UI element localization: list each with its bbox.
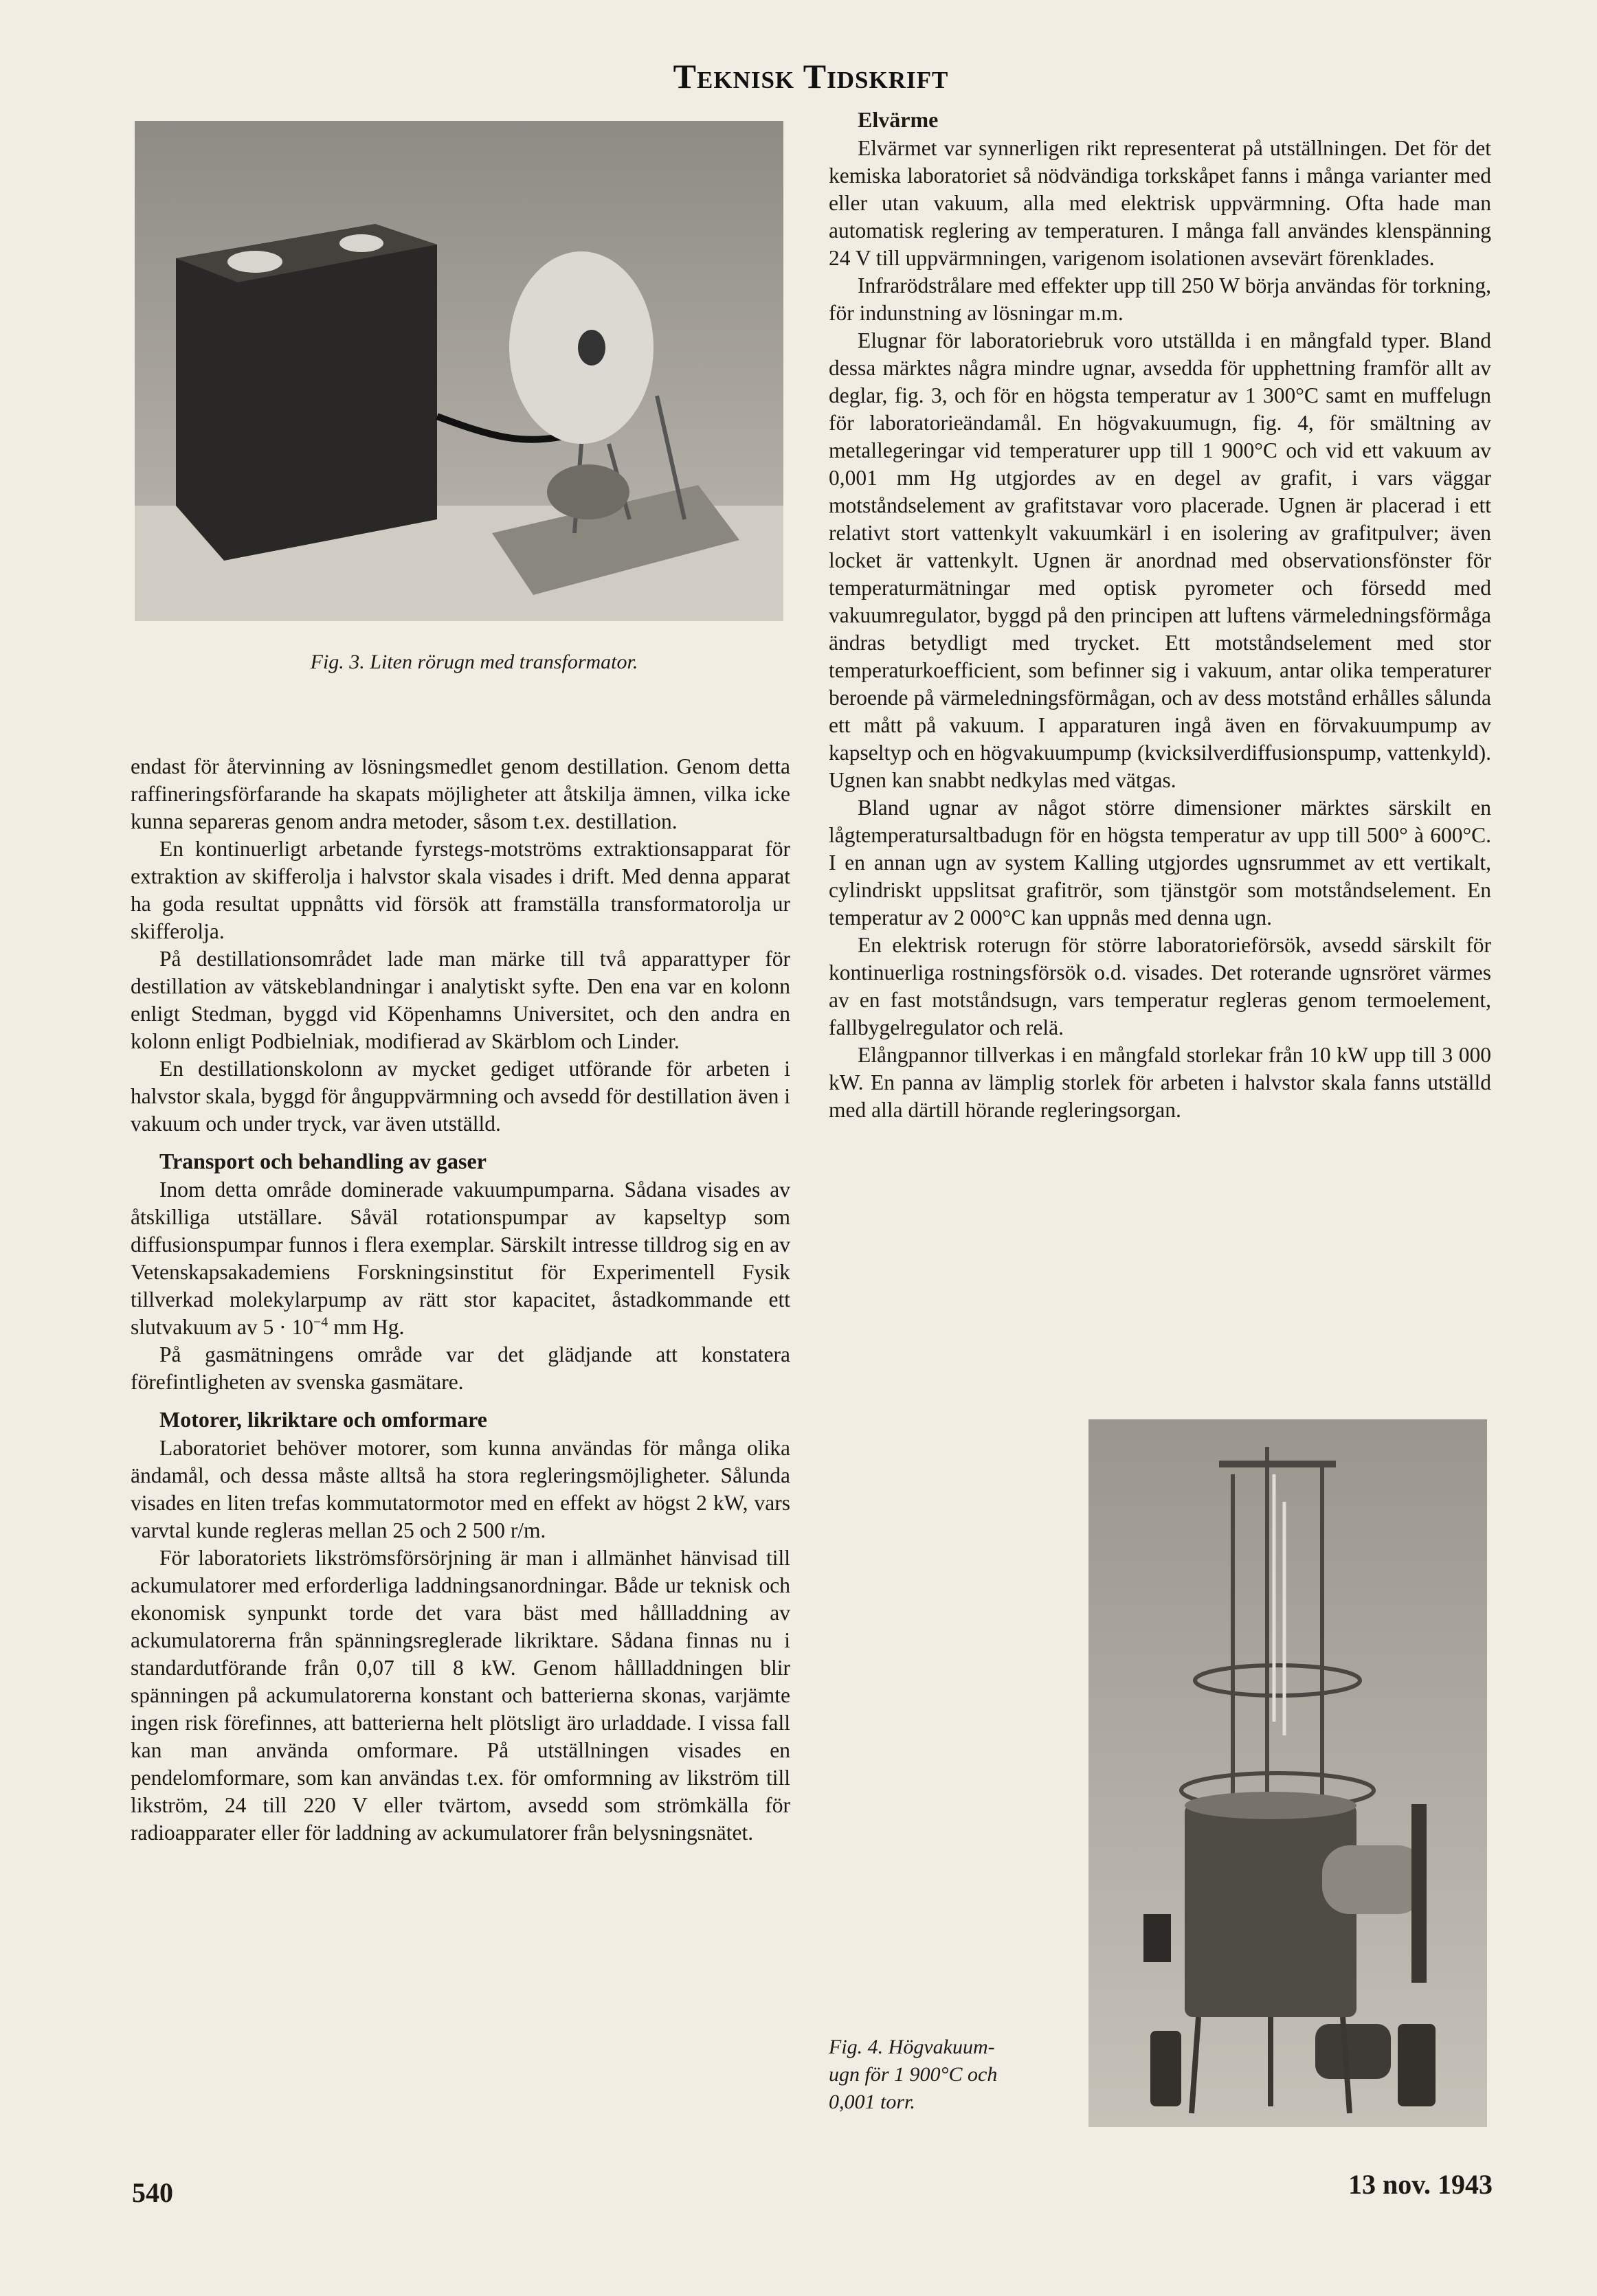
left-paragraph-8: För laboratoriets likströmsförsörjning är man i allmänhet hänvisad till ackumulatorer med erforderliga laddningsanordningar. Både ur teknisk och ekonomisk synpunkt torde det vara bäst med hållladdning av ackumulatorerna från spänningsreglerade likriktare. Sådana finnas nu i standardutförande från 0,07 till 8 kW. Genom hållladdningen blir spänningen på ackumulatorerna konstant och batterierna skonas, varjämte ingen risk förefinnes, att batterierna helt plötsligt äro urladdade. I vissa fall kan man använda omformare. På utställningen visades en pendelomformare, som kan användas t.ex. för omformning av likström till likström, 24 till 220 V eller tvärtom, avsedd som strömkälla för radioapparater eller för laddning av ackumulatorer från belysningsnätet. [131, 1546, 790, 1845]
right-paragraph-2: Infrarödstrålare med effekter upp till 250 W börja användas för torkning, för indunstning av lösningar m.m. [829, 273, 1491, 325]
right-paragraph-4: Bland ugnar av något större dimensioner märktes särskilt en lågtemperatursaltbadugn för en högsta temperatur av upp till 500° à 600°C. I en annan ugn av system Kalling utgjordes ugnsrummet av ett vertikalt, cylindriskt uppslitsat grafitrör, som tjänstgör som motståndselement. En temperatur av 2 000°C kan uppnås med denna ugn. [829, 796, 1491, 930]
fig4-vacuum-furnace-illustration [1088, 1419, 1487, 2127]
fig4-caption-line-2: ugn för 1 900°C och [829, 2063, 998, 2086]
masthead: Teknisk Tidskrift [673, 57, 949, 95]
heading-elvarme: Elvärme [858, 107, 939, 132]
fig4-photo [1088, 1419, 1487, 2127]
left-column [131, 753, 790, 1847]
left-paragraph-5 [131, 1176, 790, 1341]
vacuum-exponent: −4 [313, 1314, 328, 1330]
heading-motorer: Motorer, likriktare och omformare [159, 1407, 487, 1432]
vacuum-text: Inom detta område dominerade vakuumpumparna. Sådana visades av åtskilliga utställare. Såväl rotationspumpar av kapseltyp som diffusionspumpar funnos i flera exemplar. Särskilt intresse tilldrog sig en av Vetenskapsakademiens Forskningsinstitut för Experimentell Fysik tillverkad molekylarpump av rätt stor kapacitet, åstadkommande ett slutvakuum av 5 · 10 [131, 1178, 790, 1339]
left-paragraph-7: Laboratoriet behöver motorer, som kunna användas för många olika ändamål, och dessa måste alltså ha stora regleringsmöjligheter. Sålunda visades en liten trefas kommutatormotor med en effekt av högst 2 kW, vars varvtal kunde regleras mellan 25 och 2 500 r/m. [131, 1436, 790, 1542]
vacuum-unit: mm Hg. [328, 1315, 405, 1339]
right-paragraph-1: Elvärmet var synnerligen rikt representerat på utställningen. Det för det kemiska laboratoriet så nödvändiga torkskåpet fanns i många varianter med eller utan vakuum, alla med elektrisk uppvärmning. Ofta hade man automatisk reglering av temperaturen. I många fall användes klenspänning 24 V till uppvärmningen, varigenom isolationen avsevärt förenklades. [829, 136, 1491, 270]
left-paragraph-1: endast för återvinning av lösningsmedlet genom destillation. Genom detta raffineringsförfarande ha skapats möjligheter att åtskilja ämnen, vilka icke kunna separeras genom andra metoder, såsom t.ex. destillation. [131, 754, 790, 833]
fig3-photo [135, 121, 783, 621]
heading-transport: Transport och behandling av gaser [159, 1149, 487, 1173]
right-paragraph-5: En elektrisk roterugn för större laboratorieförsök, avsedd särskilt för kontinuerliga rostningsförsök o.d. visades. Det roterande ugnsröret värmes av en fast motståndsugn, vars temperatur regleras genom termoelement, fallbygelregulator och relä. [829, 933, 1491, 1039]
left-paragraph-6: På gasmätningens område var det glädjande att konstatera förefintligheten av svenska gasmätare. [131, 1342, 790, 1394]
issue-date: 13 nov. 1943 [1348, 2169, 1493, 2200]
fig4-caption-line-1: Fig. 4. Högvakuum- [829, 2036, 995, 2058]
page-number: 540 [132, 2177, 173, 2208]
right-column [829, 104, 1491, 1124]
fig4-caption-line-3: 0,001 torr. [829, 2091, 915, 2113]
fig4-caption [829, 2034, 1090, 2116]
left-paragraph-2: En kontinuerligt arbetande fyrstegs-motströms extraktionsapparat för extraktion av skifferolja i halvstor skala visades i drift. Med denna apparat ha goda resultat uppnåtts vid försök att framställa transformatorolja ur skifferolja. [131, 837, 790, 943]
fig3-furnace-illustration [135, 121, 783, 621]
left-paragraph-3: På destillationsområdet lade man märke till två apparattyper för destillation av vätskeblandningar i analytiskt syfte. Den ena var en kolonn enligt Stedman, byggd vid Köpenhamns Universitet, och den andra en kolonn enligt Podbielniak, modifierad av Skärblom och Linder. [131, 947, 790, 1053]
left-paragraph-4: En destillationskolonn av mycket gediget utförande för arbeten i halvstor skala, byggd för ånguppvärmning och avsedd för destillation även i vakuum och under tryck, var även utställd. [131, 1057, 790, 1136]
right-paragraph-6: Elångpannor tillverkas i en mångfald storlekar från 10 kW upp till 3 000 kW. En panna av lämplig storlek för arbeten i halvstor skala fanns utställd med alla därtill hörande regleringsorgan. [829, 1043, 1491, 1122]
right-paragraph-3: Elugnar för laboratoriebruk voro utställda i en mångfald typer. Bland dessa märktes några mindre ugnar, avsedda för upphettning framför allt av deglar, fig. 3, och för en högsta temperatur av 1 300°C samt en muffelugn för laboratorieändamål. En högvakuumugn, fig. 4, för smältning av metallegeringar vid temperaturer upp till 1 900°C och vid ett vakuum av 0,001 mm Hg utgjordes av en degel av grafit, i vars väggar motståndselement av grafitstavar voro placerade. Ugnen är placerad i ett relativt stort vattenkylt vakuumkärl i en isolering av grafitpulver; även locket är vattenkylt. Ugnen är anordnad med observationsfönster för temperaturmätningar med optisk pyrometer och försedd med vakuumregulator, byggd på den principen att luftens värmeledningsförmåga ändras betydligt med trycket. Ett motståndselement med stor temperaturkoefficient, som befinner sig i vakuum, antar olika temperaturer beroende på värmeledningsförmågan, och av dess motstånd erhålles sålunda ett mått på vakuum. I apparaturen ingå även en förvakuumpump av kapseltyp och en högvakuumpump (kvicksilverdiffusionspump, vattenkyld). Ugnen kan snabbt nedkylas med vätgas. [829, 328, 1491, 792]
fig3-caption: Fig. 3. Liten rörugn med transformator. [310, 651, 638, 673]
